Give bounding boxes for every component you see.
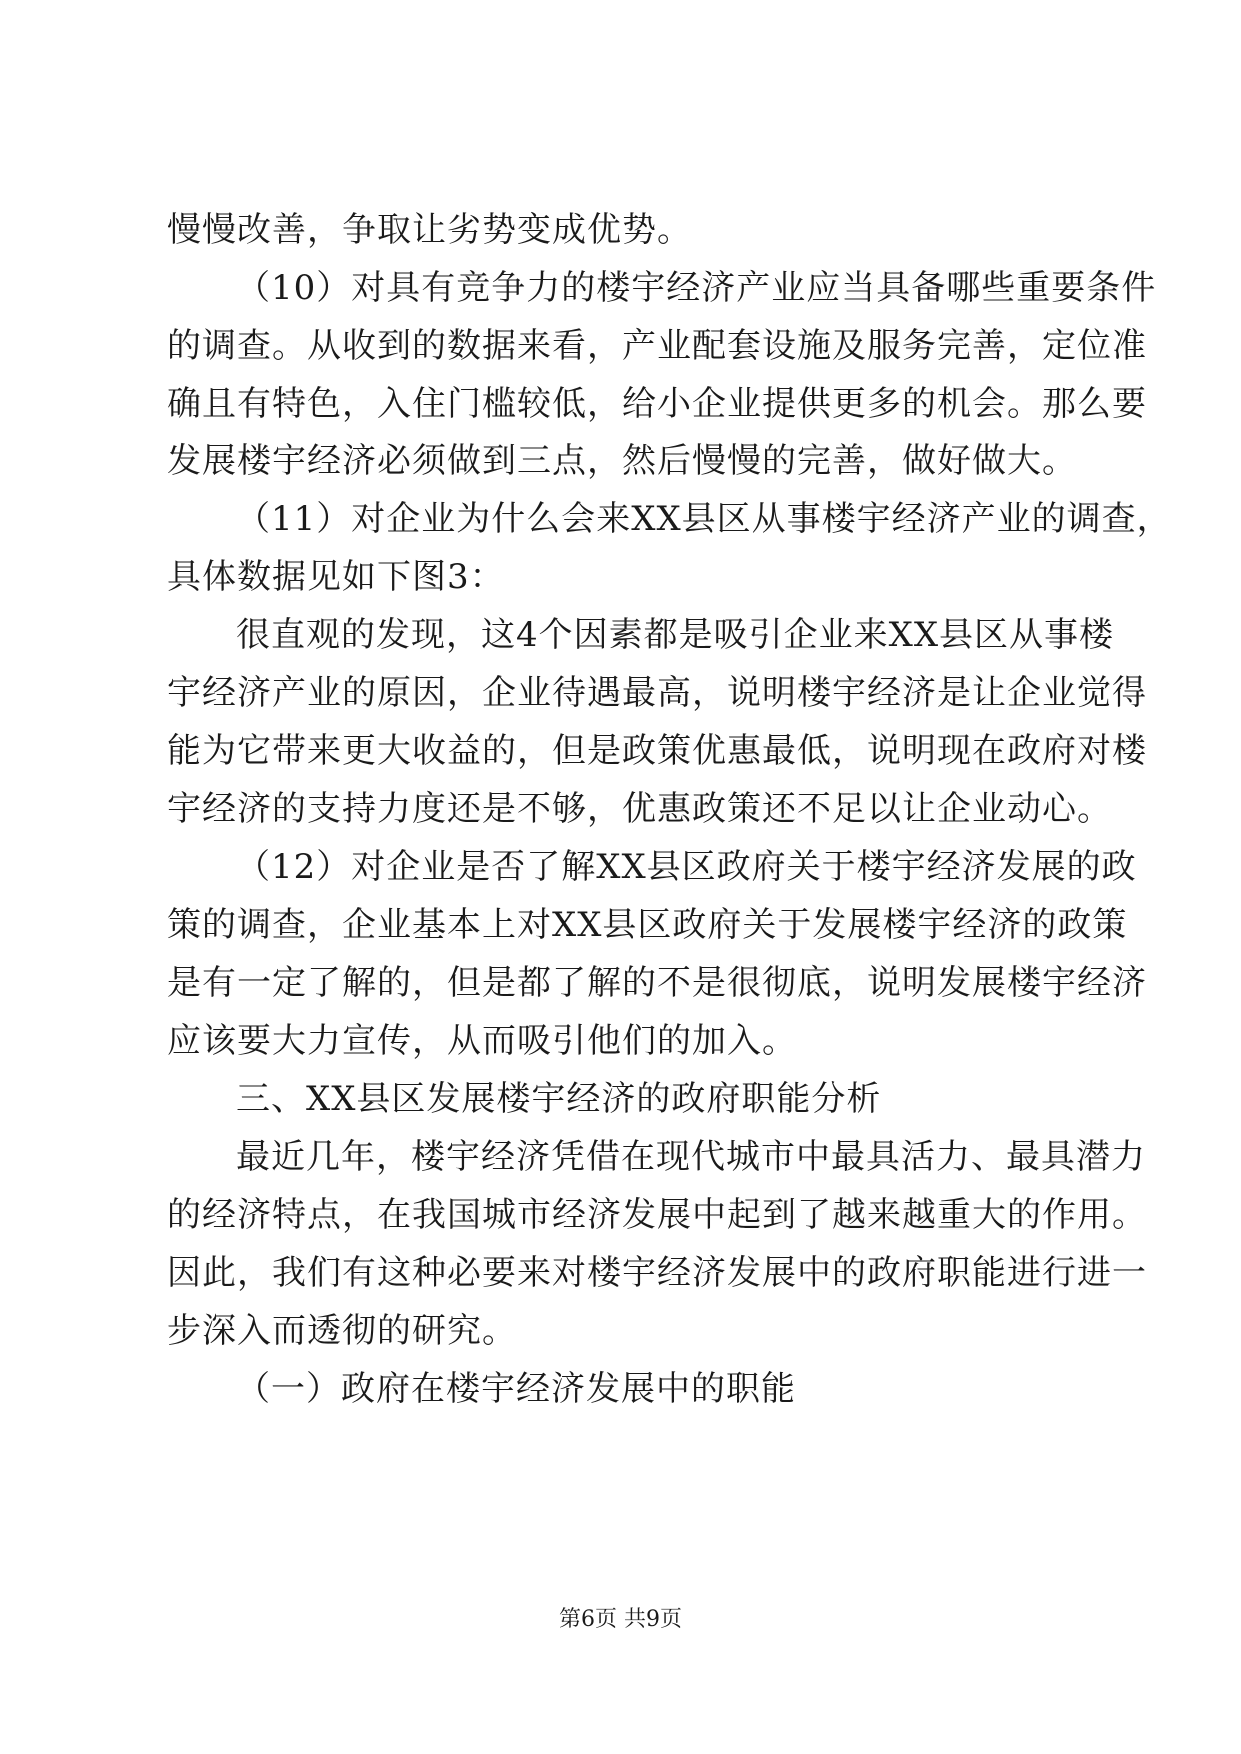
text-line: 最近几年，楼宇经济凭借在现代城市中最具活力、最具潜力 [236, 1137, 1146, 1177]
text-line: 因此，我们有这种必要来对楼宇经济发展中的政府职能进行进一 [167, 1253, 1147, 1293]
text-line: 宇经济产业的原因，企业待遇最高，说明楼宇经济是让企业觉得 [167, 673, 1147, 713]
text-line: 具体数据见如下图3： [167, 557, 505, 597]
text-line: 很直观的发现，这4个因素都是吸引企业来XX县区从事楼 [236, 615, 1115, 655]
text-line: 是有一定了解的，但是都了解的不是很彻底，说明发展楼宇经济 [167, 963, 1147, 1003]
text-line: 步深入而透彻的研究。 [167, 1311, 517, 1351]
text-line: 的调查。从收到的数据来看，产业配套设施及服务完善，定位准 [167, 326, 1147, 366]
text-line: 能为它带来更大收益的，但是政策优惠最低，说明现在政府对楼 [167, 731, 1147, 771]
section-heading: 三、XX县区发展楼宇经济的政府职能分析 [236, 1079, 882, 1119]
text-line: （10）对具有竞争力的楼宇经济产业应当具备哪些重要条件 [236, 268, 1157, 308]
text-line: 的经济特点，在我国城市经济发展中起到了越来越重大的作用。 [167, 1195, 1147, 1235]
text-line: 策的调查，企业基本上对XX县区政府关于发展楼宇经济的政策 [167, 905, 1128, 945]
subsection-heading: （一）政府在楼宇经济发展中的职能 [236, 1369, 796, 1409]
text-line: （11）对企业为什么会来XX县区从事楼宇经济产业的调查， [236, 499, 1172, 539]
page-number-footer: 第6页 共9页 [559, 1607, 682, 1632]
text-line: 确且有特色，入住门槛较低，给小企业提供更多的机会。那么要 [167, 384, 1147, 424]
text-line: （12）对企业是否了解XX县区政府关于楼宇经济发展的政 [236, 847, 1137, 887]
text-line: 慢慢改善，争取让劣势变成优势。 [167, 210, 692, 250]
text-line: 宇经济的支持力度还是不够，优惠政策还不足以让企业动心。 [167, 789, 1112, 829]
text-line: 发展楼宇经济必须做到三点，然后慢慢的完善，做好做大。 [167, 441, 1077, 481]
text-line: 应该要大力宣传，从而吸引他们的加入。 [167, 1021, 797, 1061]
